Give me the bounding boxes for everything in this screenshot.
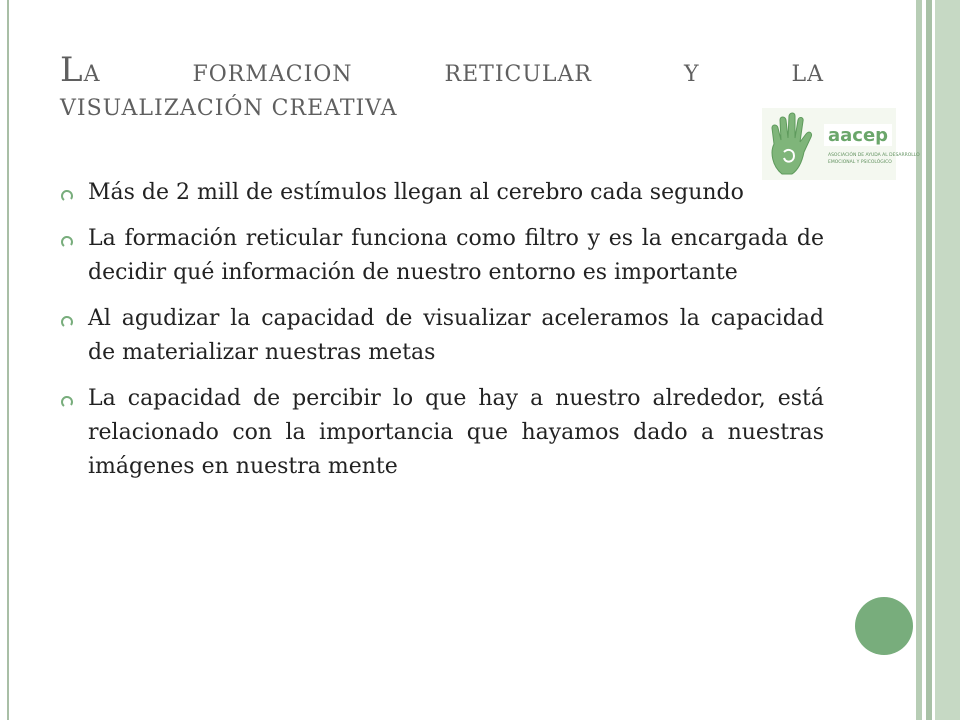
slide-title bbox=[60, 50, 824, 121]
title-word-3: RETICULAR bbox=[444, 62, 592, 87]
right-decorative-stripes bbox=[916, 0, 960, 720]
left-border-line bbox=[7, 0, 9, 720]
list-item: La formación reticular funciona como filtro y es la encargada de decidir qué información de nuestro entorno es importante bbox=[60, 222, 824, 290]
hand-icon bbox=[772, 113, 812, 174]
svg-text:EMOCIONAL Y PSICOLÓGICO: EMOCIONAL Y PSICOLÓGICO bbox=[828, 160, 892, 165]
title-word-4: Y bbox=[683, 62, 700, 87]
svg-text:ASOCIACIÓN DE AYUDA AL DESARRO: ASOCIACIÓN DE AYUDA AL DESARROLLO bbox=[828, 153, 920, 158]
title-line-2: VISUALIZACIÓN CREATIVA bbox=[60, 96, 398, 121]
list-item: Más de 2 mill de estímulos llegan al cerebro cada segundo bbox=[60, 176, 824, 210]
bullet-ring-icon bbox=[60, 315, 74, 329]
title-word-5: LA bbox=[791, 62, 824, 87]
title-word-2: FORMACION bbox=[192, 62, 353, 87]
bullet-ring-icon bbox=[60, 189, 74, 203]
title-line-1 bbox=[60, 50, 824, 90]
bullet-ring-icon bbox=[60, 395, 74, 409]
bullet-ring-icon bbox=[60, 235, 74, 249]
decorative-circle bbox=[855, 597, 913, 655]
list-item: La capacidad de percibir lo que hay a nuestro alrededor, está relacionado con la importancia que hayamos dado a nuestras imágenes en nuestra mente bbox=[60, 382, 824, 484]
bullet-list bbox=[60, 176, 824, 496]
logo-text: aacep bbox=[828, 125, 889, 146]
aacep-logo bbox=[762, 108, 920, 180]
title-word-1: LA bbox=[60, 50, 101, 90]
list-item: Al agudizar la capacidad de visualizar aceleramos la capacidad de materializar nuestras metas bbox=[60, 302, 824, 370]
